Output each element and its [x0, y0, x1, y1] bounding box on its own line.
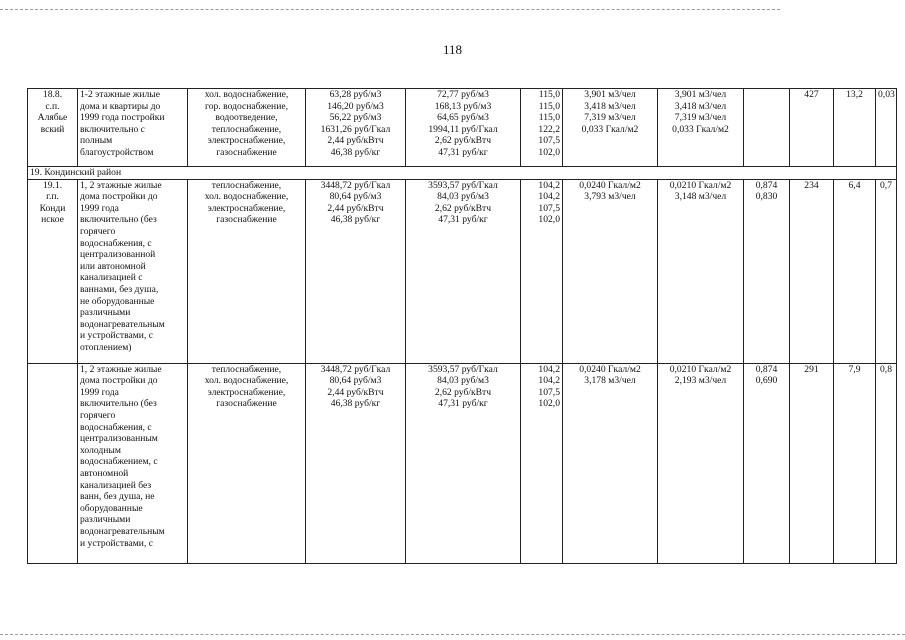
- cell-line: оборудованные: [80, 502, 143, 514]
- cell-line: 0,033 Гкал/м2: [672, 123, 729, 135]
- cell-line: 3593,57 руб/Гкал: [428, 363, 498, 375]
- cell-line: 104,2: [538, 179, 560, 191]
- table-row: [28, 363, 897, 563]
- cell-line: включительно (без: [80, 398, 157, 410]
- region-row: [28, 167, 897, 180]
- cell-line: хол. водоснабжение,: [204, 89, 289, 100]
- cell-line: централизованной: [80, 249, 156, 261]
- cell-line: водоснабжения, с: [80, 237, 152, 249]
- value2-cell: 6,4: [834, 179, 876, 363]
- cell-line: водонагревательным: [80, 525, 165, 537]
- coefficient-cell: [744, 363, 790, 563]
- cell-line: 63,28 руб/м3: [329, 89, 382, 100]
- cell-line: не оборудованные: [80, 295, 155, 307]
- cell-line: водоснабжением, с: [80, 456, 158, 468]
- cell-line: благоустройством: [80, 146, 154, 158]
- coefficient-cell: [744, 89, 790, 167]
- services-cell: [188, 363, 306, 563]
- cell-line: 80,64 руб/м3: [329, 191, 382, 203]
- norm-base-cell: [563, 363, 658, 563]
- cell-line: 0,0240 Гкал/м2: [579, 363, 641, 375]
- tariff-base-cell: [306, 179, 406, 363]
- cell-line: автономной: [80, 467, 129, 479]
- norm-new-cell: [658, 363, 744, 563]
- housing-description-cell: [78, 89, 188, 167]
- cell-line: 1, 2 этажные жилые: [80, 179, 162, 191]
- cell-line: нское: [41, 214, 64, 226]
- norm-base-cell: [563, 179, 658, 363]
- cell-line: 18.8.: [42, 89, 63, 100]
- cell-line: водоотведение,: [215, 112, 278, 124]
- page-number: 118: [442, 42, 463, 57]
- index-cell: [521, 89, 563, 167]
- cell-line: 56,22 руб/м3: [329, 112, 382, 124]
- cell-line: 102,0: [538, 214, 560, 226]
- cell-line: горячего: [80, 409, 116, 421]
- cell-line: 2,62 руб/кВтч: [434, 202, 492, 214]
- tariff-base-cell: [306, 89, 406, 167]
- cell-line: различными: [80, 307, 131, 319]
- cell-line: 3593,57 руб/Гкал: [428, 179, 498, 191]
- cell-line: электроснабжение,: [207, 386, 286, 398]
- cell-line: 1999 года постройки: [80, 112, 165, 124]
- cell-line: 115,0: [538, 100, 560, 112]
- cell-line: полным: [80, 135, 113, 147]
- cell-line: ваннами, без душа,: [80, 283, 159, 295]
- cell-line: газоснабжение: [216, 146, 277, 158]
- tariff-new-cell: [406, 89, 521, 167]
- region-title: 19. Кондинский район: [28, 167, 897, 180]
- tariff-new-cell: [406, 363, 521, 563]
- cell-line: 146,20 руб/м3: [327, 100, 384, 112]
- tariff-table: [27, 88, 897, 564]
- table-row: [28, 179, 897, 363]
- cell-line: включительно с: [80, 123, 145, 135]
- cell-line: вский: [40, 123, 65, 135]
- cell-line: 0,0210 Гкал/м2: [669, 363, 732, 375]
- cell-line: 19.1.: [42, 179, 63, 191]
- cell-line: 2,44 руб/кВтч: [327, 202, 384, 214]
- cell-line: централизованным: [80, 433, 158, 445]
- cell-line: водоснабжения, с: [80, 421, 152, 433]
- cell-line: канализацией без: [80, 479, 152, 491]
- cell-line: 47,31 руб/кг: [438, 214, 488, 226]
- cell-line: 1999 года: [80, 202, 119, 214]
- cell-line: электроснабжение,: [207, 135, 286, 147]
- cell-line: 64,65 руб/м3: [437, 112, 489, 124]
- cell-line: 115,0: [538, 89, 560, 100]
- cell-line: 2,44 руб/кВтч: [327, 386, 384, 398]
- services-cell: [188, 179, 306, 363]
- norm-new-cell: [658, 179, 744, 363]
- cell-line: 107,5: [538, 202, 560, 214]
- cell-line: хол. водоснабжение,: [204, 191, 289, 203]
- cell-line: 0,0240 Гкал/м2: [579, 179, 641, 191]
- cell-line: 80,64 руб/м3: [329, 375, 382, 387]
- cell-line: и устройствами, с: [80, 330, 153, 342]
- cell-line: с.п.: [45, 100, 60, 112]
- cell-line: ванн, без душа, не: [80, 491, 155, 503]
- cell-line: 1999 года: [80, 386, 119, 398]
- cell-line: 0,033 Гкал/м2: [581, 123, 639, 135]
- cell-line: 3,148 м3/чел: [674, 191, 727, 203]
- index-cell: [521, 363, 563, 563]
- cell-line: Алябье: [37, 112, 68, 124]
- cell-line: 122,2: [538, 123, 560, 135]
- cell-line: 2,62 руб/кВтч: [434, 135, 492, 147]
- cell-line: 2,44 руб/кВтч: [327, 135, 384, 147]
- cell-line: канализацией с: [80, 272, 143, 284]
- cell-line: 47,31 руб/кг: [438, 398, 488, 410]
- cell-line: хол. водоснабжение,: [204, 375, 289, 387]
- scan-edge-bottom: [0, 634, 905, 635]
- cell-line: 115,0: [538, 112, 560, 124]
- cell-line: 107,5: [538, 135, 560, 147]
- services-cell: [188, 89, 306, 167]
- row-number-cell: [28, 89, 78, 167]
- scan-edge-top: [0, 9, 780, 10]
- value3-cell: 0,8: [876, 363, 897, 563]
- cell-line: 104,2: [538, 363, 560, 375]
- cell-line: и устройствами, с: [80, 537, 153, 549]
- cell-line: 0,0210 Гкал/м2: [669, 179, 732, 191]
- cell-line: г.п.: [46, 191, 59, 203]
- cell-line: 84,03 руб/м3: [437, 375, 489, 387]
- cell-line: включительно (без: [80, 214, 157, 226]
- housing-description-cell: [78, 179, 188, 363]
- housing-description-cell: [78, 363, 188, 563]
- value3-cell: 0,03: [876, 89, 897, 167]
- tariff-new-cell: [406, 179, 521, 363]
- cell-line: отоплением): [80, 341, 132, 353]
- norm-new-cell: [658, 89, 744, 167]
- cell-line: газоснабжение: [216, 398, 277, 410]
- cell-line: холодным: [80, 444, 121, 456]
- cell-line: 1994,11 руб/Гкал: [428, 123, 498, 135]
- cell-line: 46,38 руб/кг: [330, 214, 381, 226]
- cell-line: 104,2: [538, 375, 560, 387]
- row-number-cell: [28, 179, 78, 363]
- cell-line: 46,38 руб/кг: [330, 146, 381, 158]
- cell-line: 3,901 м3/чел: [584, 89, 636, 100]
- cell-line: 0,690: [755, 375, 778, 387]
- value1-cell: 427: [790, 89, 834, 167]
- cell-line: газоснабжение: [216, 214, 277, 226]
- index-cell: [521, 179, 563, 363]
- cell-line: или автономной: [80, 260, 146, 272]
- value3-cell: 0,7: [876, 179, 897, 363]
- cell-line: 3,901 м3/чел: [674, 89, 727, 100]
- cell-line: 0,874: [755, 179, 778, 191]
- cell-line: 3,418 м3/чел: [674, 100, 727, 112]
- cell-line: 1631,26 руб/Гкал: [320, 123, 391, 135]
- cell-line: 3,418 м3/чел: [584, 100, 636, 112]
- coefficient-cell: [744, 179, 790, 363]
- cell-line: различными: [80, 514, 131, 526]
- cell-line: дома и квартиры до: [80, 100, 161, 112]
- cell-line: гор. водоснабжение,: [205, 100, 288, 112]
- cell-line: 102,0: [538, 398, 560, 410]
- cell-line: 3,178 м3/чел: [584, 375, 636, 387]
- cell-line: 2,62 руб/кВтч: [434, 386, 492, 398]
- cell-line: 2,193 м3/чел: [674, 375, 727, 387]
- cell-line: 0,830: [755, 191, 778, 203]
- cell-line: 3,793 м3/чел: [584, 191, 636, 203]
- norm-base-cell: [563, 89, 658, 167]
- value2-cell: 13,2: [834, 89, 876, 167]
- cell-line: 1-2 этажные жилые: [80, 89, 160, 100]
- cell-line: водонагревательным: [80, 318, 165, 330]
- cell-line: 0,874: [755, 363, 778, 375]
- cell-line: дома постройки до: [80, 191, 158, 203]
- value1-cell: 291: [790, 363, 834, 563]
- cell-line: 72,77 руб/м3: [437, 89, 489, 100]
- value1-cell: 234: [790, 179, 834, 363]
- cell-line: 3448,72 руб/Гкал: [320, 363, 391, 375]
- cell-line: теплоснабжение,: [211, 363, 282, 375]
- cell-line: 7,319 м3/чел: [674, 112, 727, 124]
- cell-line: 47,31 руб/кг: [438, 146, 488, 158]
- cell-line: горячего: [80, 225, 116, 237]
- cell-line: 107,5: [538, 386, 560, 398]
- cell-line: 46,38 руб/кг: [330, 398, 381, 410]
- cell-line: 1, 2 этажные жилые: [80, 363, 162, 375]
- cell-line: теплоснабжение,: [211, 123, 282, 135]
- value2-cell: 7,9: [834, 363, 876, 563]
- cell-line: 84,03 руб/м3: [437, 191, 489, 203]
- table-row: [28, 89, 897, 167]
- cell-line: 102,0: [538, 146, 560, 158]
- cell-line: 7,319 м3/чел: [584, 112, 636, 124]
- row-number-cell: [28, 363, 78, 563]
- cell-line: 104,2: [538, 191, 560, 203]
- tariff-base-cell: [306, 363, 406, 563]
- cell-line: теплоснабжение,: [211, 179, 282, 191]
- cell-line: 3448,72 руб/Гкал: [320, 179, 391, 191]
- cell-line: Конди: [39, 202, 66, 214]
- cell-line: 168,13 руб/м3: [434, 100, 492, 112]
- cell-line: дома постройки до: [80, 375, 158, 387]
- cell-line: электроснабжение,: [207, 202, 286, 214]
